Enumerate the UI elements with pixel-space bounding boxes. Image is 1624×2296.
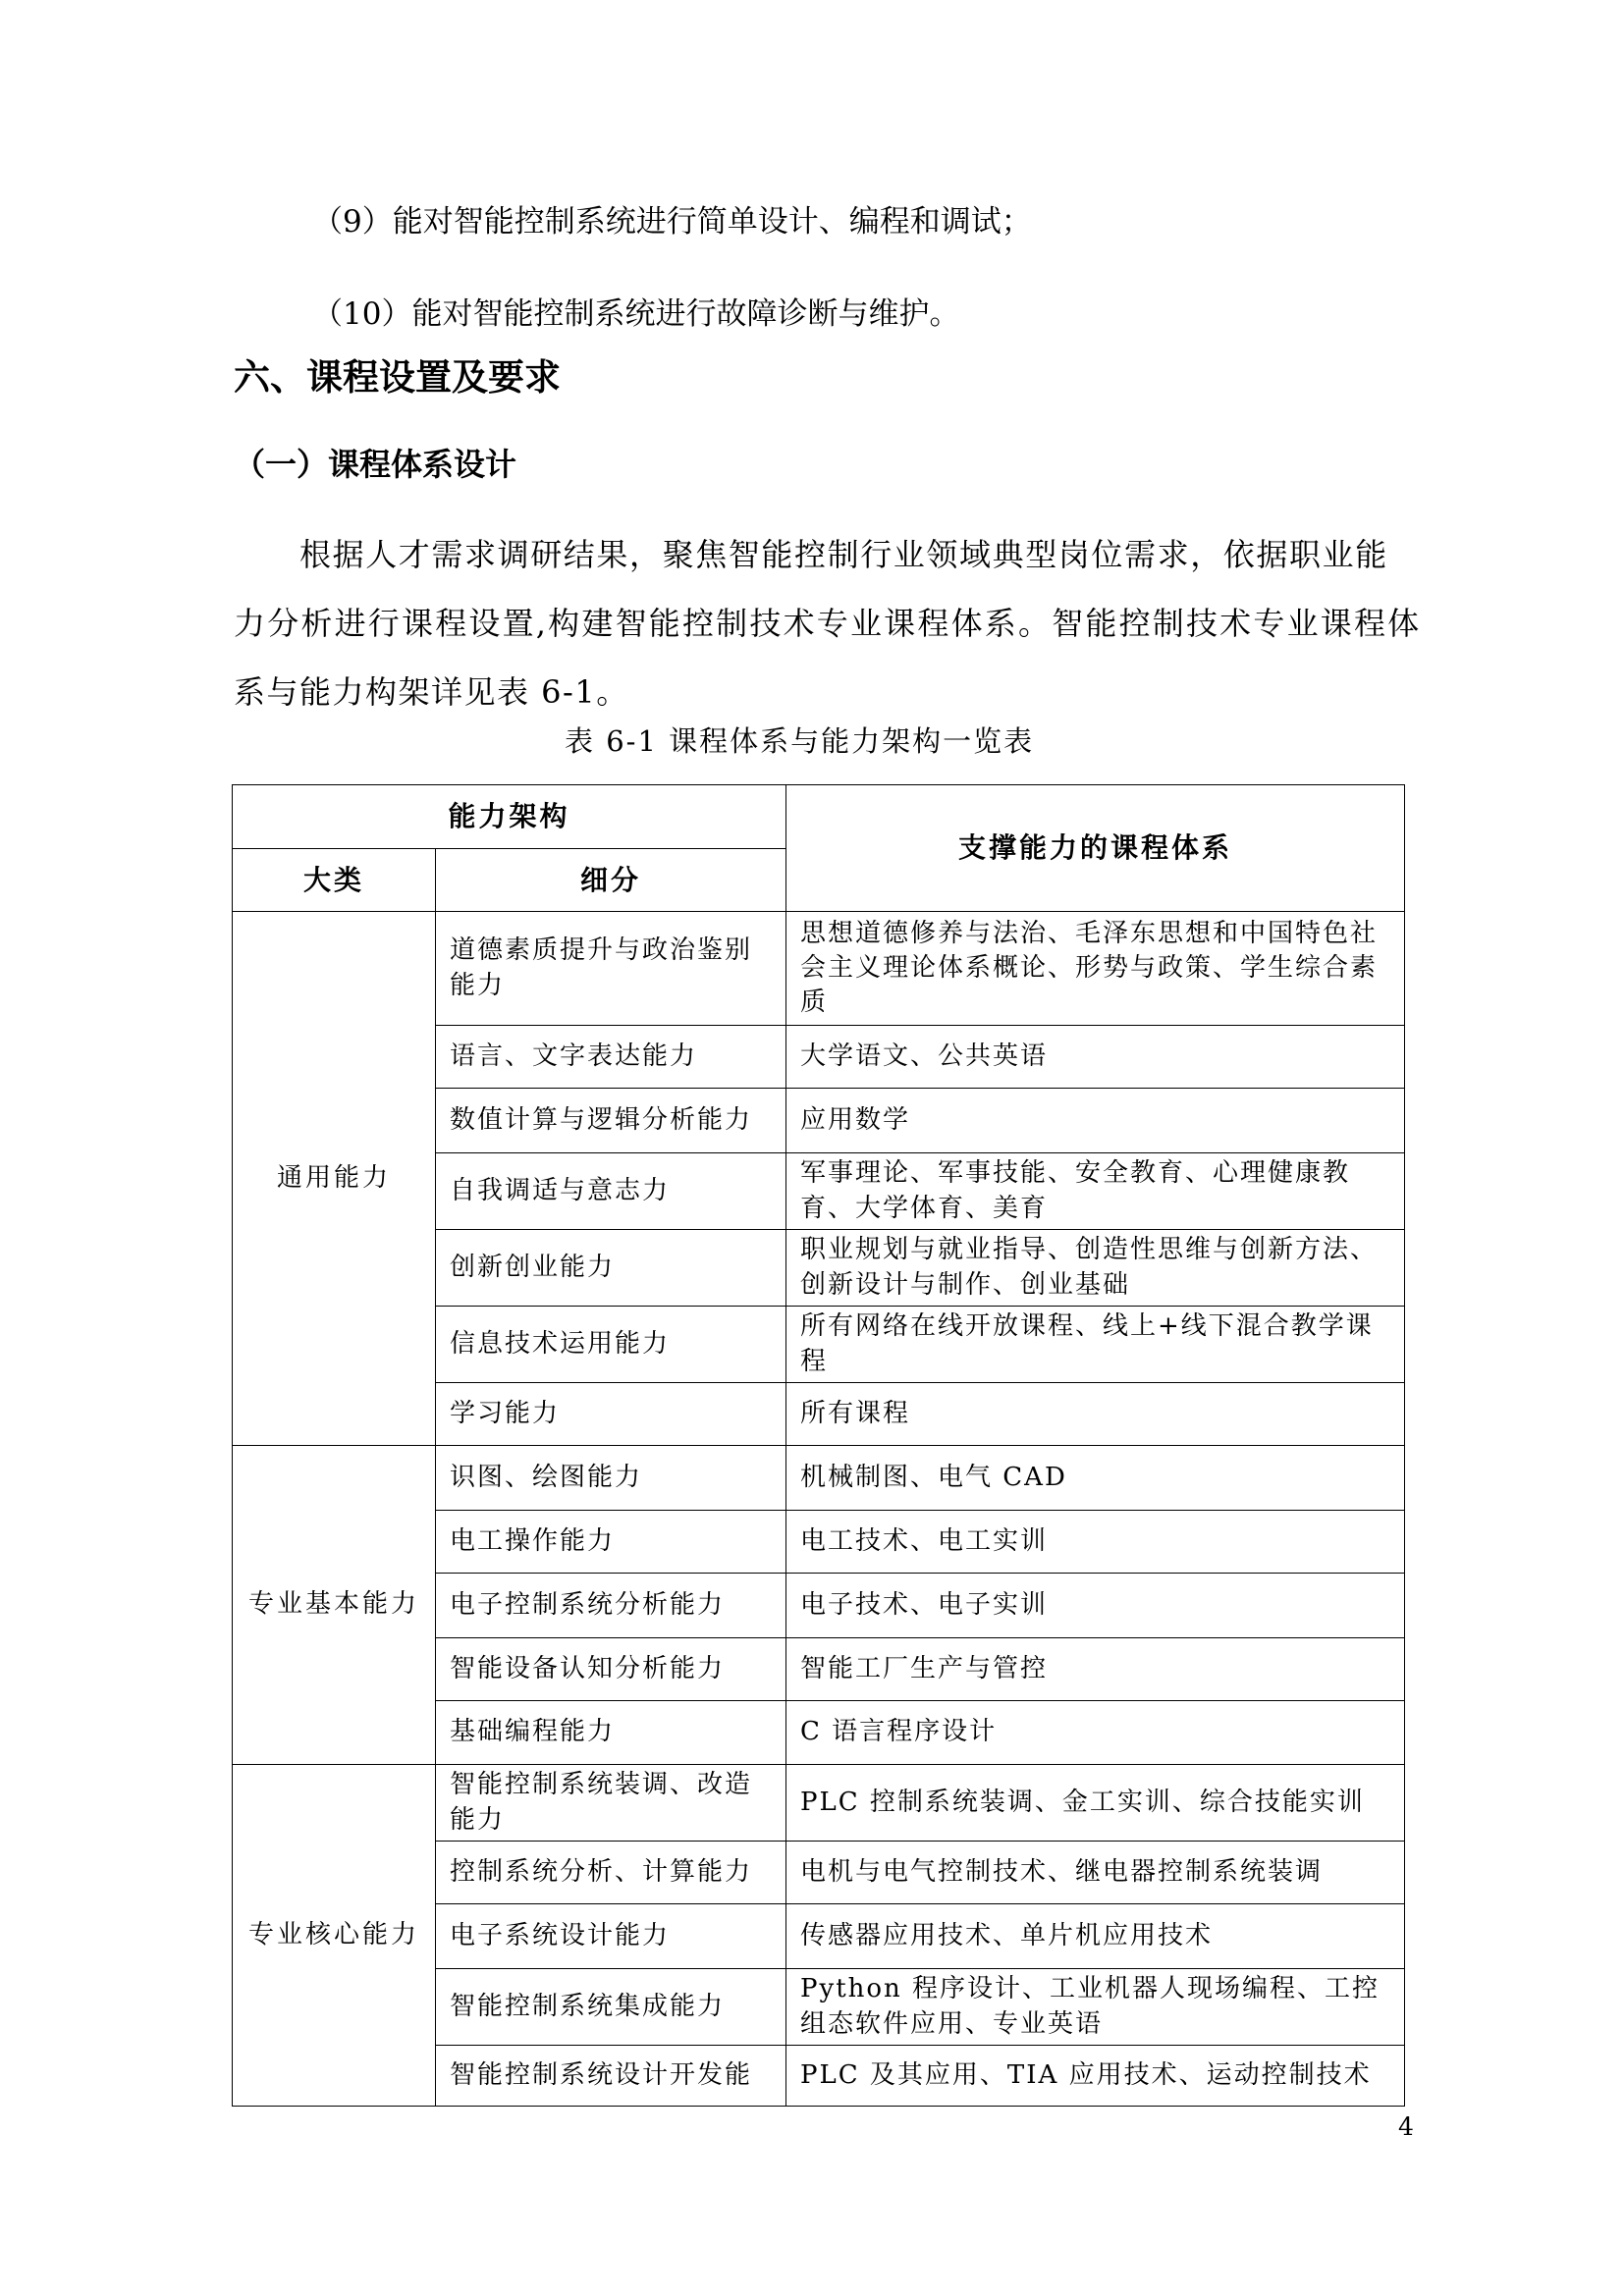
- subdivision-cell: 电工操作能力: [436, 1511, 786, 1574]
- subdivision-cell: 道德素质提升与政治鉴别能力: [436, 912, 786, 1026]
- subdivision-cell: 信息技术运用能力: [436, 1307, 786, 1383]
- body-paragraph-line-1: 根据人才需求调研结果，聚焦智能控制行业领域典型岗位需求，依据职业能: [299, 536, 1388, 573]
- category-cell: 专业基本能力: [233, 1446, 436, 1765]
- course-cell: PLC 控制系统装调、金工实训、综合技能实训: [786, 1765, 1405, 1842]
- course-cell: 所有网络在线开放课程、线上+线下混合教学课程: [786, 1307, 1405, 1383]
- course-cell: Python 程序设计、工业机器人现场编程、工控组态软件应用、专业英语: [786, 1969, 1405, 2046]
- table-caption: 表 6-1 课程体系与能力架构一览表: [565, 724, 1035, 758]
- table-header-row: [233, 785, 1405, 849]
- header-subdivision: 细分: [436, 849, 786, 912]
- subdivision-cell: 电子系统设计能力: [436, 1904, 786, 1969]
- subdivision-cell: 控制系统分析、计算能力: [436, 1842, 786, 1904]
- course-cell: PLC 及其应用、TIA 应用技术、运动控制技术: [786, 2046, 1405, 2107]
- table-body: [233, 912, 1405, 2107]
- body-paragraph-line-2: 力分析进行课程设置,构建智能控制技术专业课程体系。智能控制技术专业课程体: [234, 605, 1422, 642]
- course-cell: C 语言程序设计: [786, 1701, 1405, 1765]
- course-ability-table: [232, 784, 1405, 2107]
- course-cell: 传感器应用技术、单片机应用技术: [786, 1904, 1405, 1969]
- subdivision-cell: 智能控制系统装调、改造能力: [436, 1765, 786, 1842]
- page-number: 4: [1398, 2112, 1414, 2141]
- subdivision-cell: 智能控制系统设计开发能: [436, 2046, 786, 2107]
- subdivision-cell: 创新创业能力: [436, 1230, 786, 1307]
- course-cell: 电机与电气控制技术、继电器控制系统装调: [786, 1842, 1405, 1904]
- course-cell: 思想道德修养与法治、毛泽东思想和中国特色社会主义理论体系概论、形势与政策、学生综合素质: [786, 912, 1405, 1026]
- table-row: [233, 1765, 1405, 1842]
- subdivision-cell: 智能设备认知分析能力: [436, 1638, 786, 1701]
- course-cell: 机械制图、电气 CAD: [786, 1446, 1405, 1511]
- header-course-system: 支撑能力的课程体系: [786, 785, 1405, 912]
- header-category: 大类: [233, 849, 436, 912]
- subdivision-cell: 识图、绘图能力: [436, 1446, 786, 1511]
- subdivision-cell: 数值计算与逻辑分析能力: [436, 1089, 786, 1153]
- category-cell: 通用能力: [233, 912, 436, 1446]
- header-ability-framework: 能力架构: [233, 785, 786, 849]
- course-cell: 应用数学: [786, 1089, 1405, 1153]
- subdivision-cell: 电子控制系统分析能力: [436, 1574, 786, 1638]
- course-cell: 智能工厂生产与管控: [786, 1638, 1405, 1701]
- course-cell: 大学语文、公共英语: [786, 1026, 1405, 1089]
- subdivision-cell: 自我调适与意志力: [436, 1153, 786, 1230]
- list-item-10: （10）能对智能控制系统进行故障诊断与维护。: [312, 296, 960, 332]
- course-cell: 电工技术、电工实训: [786, 1511, 1405, 1574]
- subdivision-cell: 学习能力: [436, 1383, 786, 1446]
- subsection-heading: （一）课程体系设计: [234, 446, 517, 483]
- subdivision-cell: 基础编程能力: [436, 1701, 786, 1765]
- course-cell: 电子技术、电子实训: [786, 1574, 1405, 1638]
- subdivision-cell: 智能控制系统集成能力: [436, 1969, 786, 2046]
- course-cell: 军事理论、军事技能、安全教育、心理健康教育、大学体育、美育: [786, 1153, 1405, 1230]
- body-paragraph-line-3: 系与能力构架详见表 6-1。: [234, 673, 629, 711]
- course-cell: 职业规划与就业指导、创造性思维与创新方法、创新设计与制作、创业基础: [786, 1230, 1405, 1307]
- table-row: [233, 1446, 1405, 1511]
- subdivision-cell: 语言、文字表达能力: [436, 1026, 786, 1089]
- table-row: [233, 912, 1405, 1026]
- section-heading: 六、课程设置及要求: [234, 356, 561, 399]
- course-cell: 所有课程: [786, 1383, 1405, 1446]
- list-item-9: （9）能对智能控制系统进行简单设计、编程和调试；: [312, 204, 1032, 240]
- category-cell: 专业核心能力: [233, 1765, 436, 2107]
